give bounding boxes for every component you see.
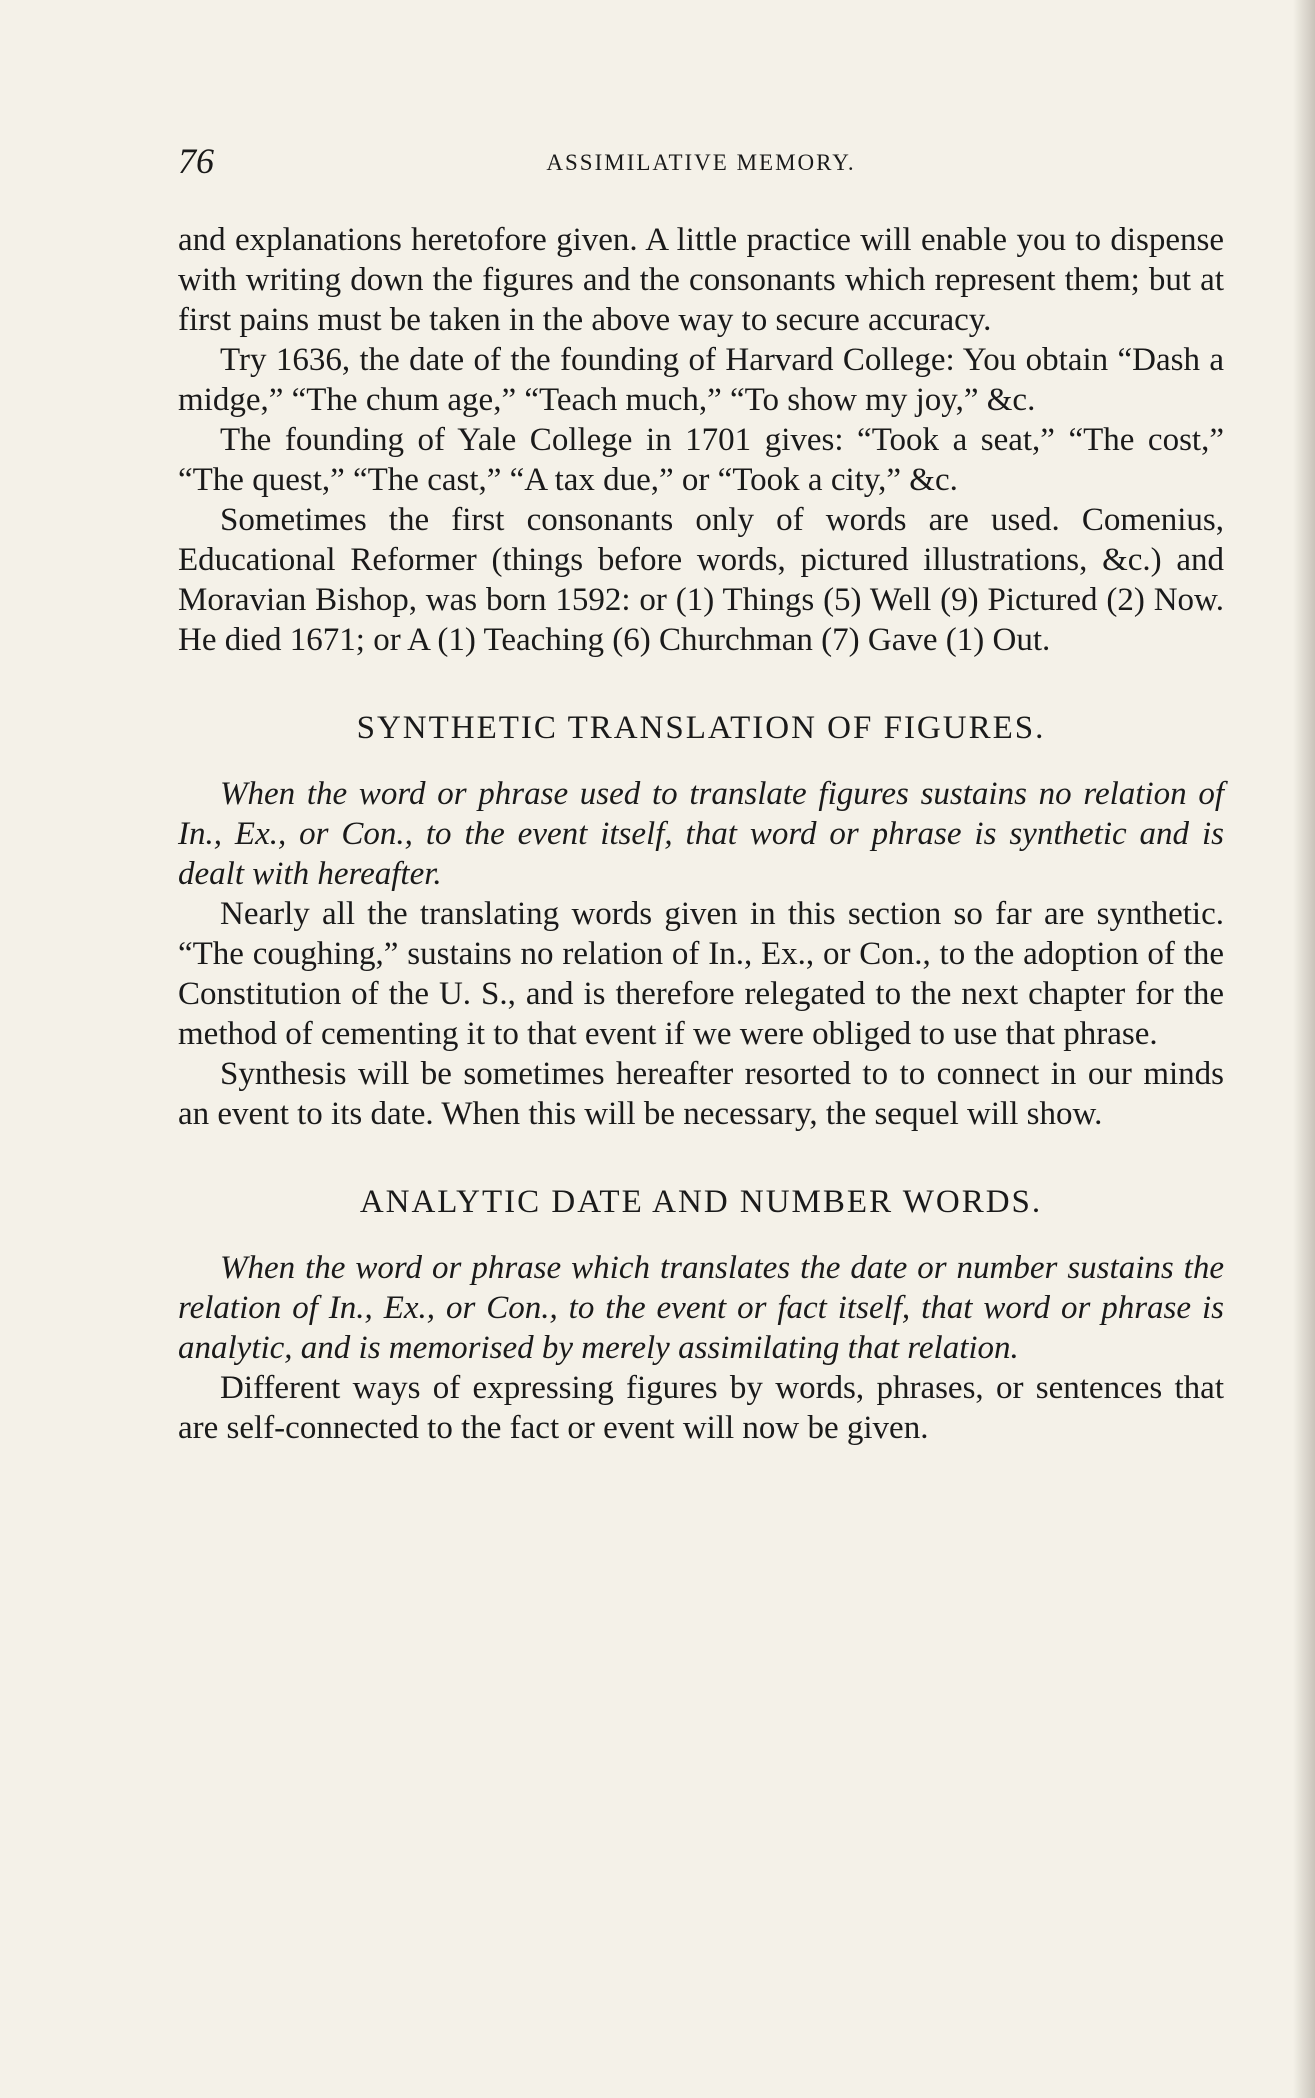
paragraph: Nearly all the translating words given in this section so far are synthetic. “The coughing,” sustains no relation of In., Ex., or Con., to the adoption of the Constitution of the U. S., and is therefore relegated to the next chapter for the method of cementing it to that event if we were obliged to use that phrase. bbox=[178, 896, 1224, 1052]
paragraph: The founding of Yale College in 1701 gives: “Took a seat,” “The cost,” “The quest,” “The cast,” “A tax due,” or “Took a city,” &c. bbox=[178, 422, 1224, 498]
paragraph: Different ways of expressing figures by words, phrases, or sentences that are self-connected to the fact or event will now be given. bbox=[178, 1370, 1224, 1446]
page-number: 76 bbox=[178, 141, 214, 181]
paragraph: Synthesis will be sometimes hereafter resorted to to connect in our minds an event to its date. When this will be necessary, the sequel will show. bbox=[178, 1056, 1224, 1132]
rule-paragraph: When the word or phrase used to translate figures sustains no relation of In., Ex., or Con., to the event itself, that word or phrase is synthetic and is dealt with hereafter. bbox=[178, 776, 1224, 892]
paragraph: and explanations heretofore given. A little practice will enable you to dispense with writing down the figures and the consonants which represent them; but at first pains must be taken in the above way to secure accuracy. bbox=[178, 222, 1224, 338]
paragraph: Try 1636, the date of the founding of Harvard College: You obtain “Dash a midge,” “The chum age,” “Teach much,” “To show my joy,” &c. bbox=[178, 342, 1224, 418]
section-heading-analytic: ANALYTIC DATE AND NUMBER WORDS. bbox=[359, 1184, 1043, 1220]
section-heading-synthetic: SYNTHETIC TRANSLATION OF FIGURES. bbox=[356, 710, 1046, 746]
page-edge-shadow bbox=[1293, 0, 1315, 2098]
rule-paragraph: When the word or phrase which translates the date or number sustains the relation of In., Ex., or Con., to the event or fact itself, that word or phrase is analytic, and is memorised by merely assimilating that relation. bbox=[178, 1250, 1224, 1366]
paragraph: Sometimes the first consonants only of words are used. Comenius, Educational Reformer (things before words, pictured illustrations, &c.) and Moravian Bishop, was born 1592: or (1) Things (5) Well (9) Pictured (2) Now. He died 1671; or A (1) Teaching (6) Churchman (7) Gave (1) Out. bbox=[178, 502, 1224, 658]
page-header bbox=[178, 140, 1224, 190]
running-title: ASSIMILATIVE MEMORY. bbox=[546, 150, 856, 175]
page-body bbox=[178, 220, 1224, 1448]
